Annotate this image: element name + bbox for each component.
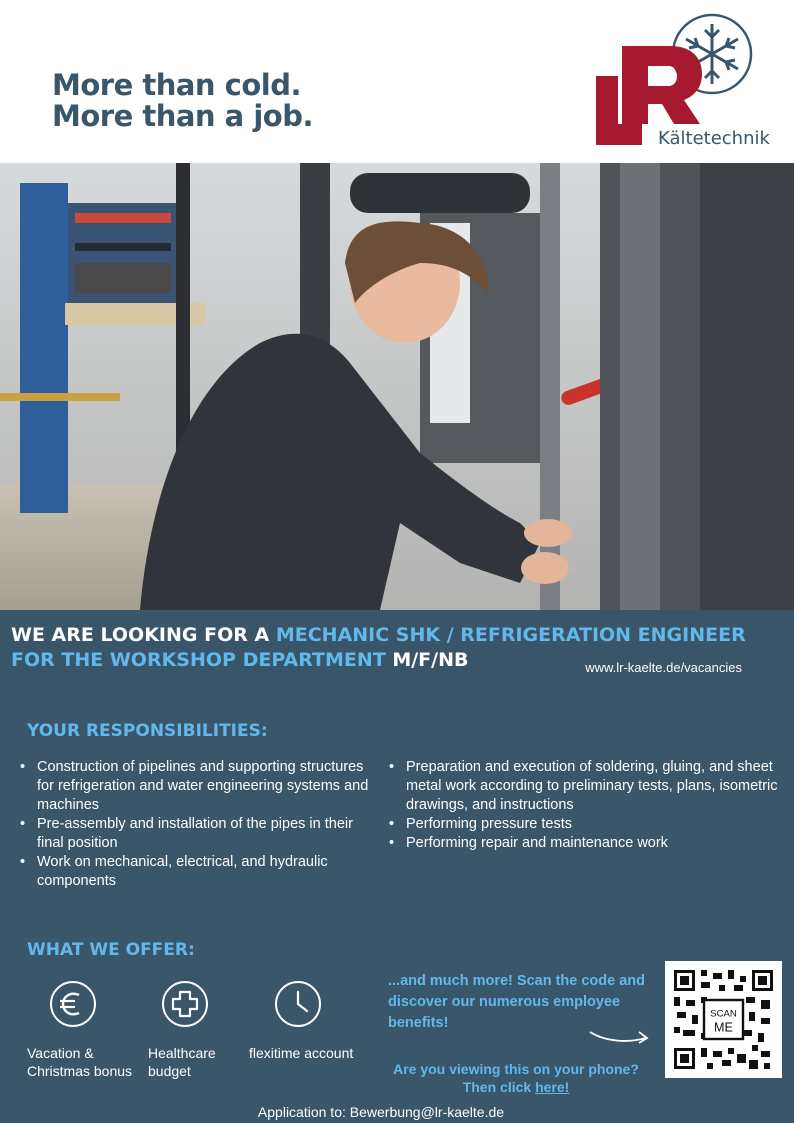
health-cross-icon xyxy=(162,981,208,1027)
list-item: • Performing pressure tests xyxy=(389,815,779,834)
benefit-label-flexitime: flexitime account xyxy=(249,1045,354,1061)
list-item: • Performing repair and maintenance work xyxy=(389,834,779,853)
list-item: • Work on mechanical, electrical, and hydraulic components xyxy=(20,853,370,891)
job-title-banner xyxy=(0,610,794,682)
logo-subtitle: Kältetechnik xyxy=(658,128,770,149)
hero-photo xyxy=(0,163,794,610)
job-title-highlight-2: FOR THE WORKSHOP DEPARTMENT xyxy=(11,649,386,671)
phone-prompt xyxy=(380,1060,652,1096)
job-title-highlight-1: MECHANIC SHK / REFRIGERATION ENGINEER xyxy=(275,624,746,646)
phone-question: Are you viewing this on your phone? xyxy=(393,1061,639,1077)
vacancies-url[interactable]: www.lr-kaelte.de/vacancies xyxy=(585,660,742,675)
job-title-suffix: M/F/NB xyxy=(385,649,469,671)
responsibilities-list-left xyxy=(20,758,370,891)
more-benefits-text: ...and much more! Scan the code and discover our numerous employee benefits! xyxy=(388,973,646,1031)
benefit-label-healthcare: Healthcare budget xyxy=(148,1045,216,1079)
tagline-line-2: More than a job. xyxy=(52,99,313,133)
job-title-line-2 xyxy=(11,649,468,671)
clock-icon xyxy=(275,981,321,1027)
responsibilities-title: YOUR RESPONSIBILITIES: xyxy=(27,721,268,741)
phone-then: Then click xyxy=(462,1079,536,1095)
here-link[interactable]: here! xyxy=(535,1079,570,1095)
offer-title: WHAT WE OFFER: xyxy=(27,940,195,960)
qr-scan-label: SCAN xyxy=(710,1008,737,1020)
qr-code-icon xyxy=(674,970,773,1069)
header xyxy=(0,0,794,163)
job-title-line-1 xyxy=(11,624,746,646)
application-contact[interactable]: Application to: Bewerbung@lr-kaelte.de xyxy=(257,1104,505,1120)
responsibilities-list-right xyxy=(389,758,779,853)
job-title-prefix: WE ARE LOOKING FOR A xyxy=(11,624,276,646)
list-item: • Construction of pipelines and supporting structures for refrigeration and water engineering systems and machines xyxy=(20,758,370,815)
logo-letter-r xyxy=(622,46,702,124)
benefit-label-vacation: Vacation & Christmas bonus xyxy=(27,1045,133,1079)
euro-icon xyxy=(50,981,96,1027)
tagline-line-1: More than cold. xyxy=(52,68,301,102)
workshop-photo-illustration xyxy=(0,163,794,610)
tagline xyxy=(52,70,313,132)
phone-then-line xyxy=(380,1078,652,1096)
list-item: • Preparation and execution of soldering, gluing, and sheet metal work according to preliminary tests, plans, isometric drawings, and instructions xyxy=(389,758,779,815)
qr-code[interactable] xyxy=(665,961,782,1078)
list-item: • Pre-assembly and installation of the pipes in their final position xyxy=(20,815,370,853)
arrow-icon xyxy=(588,1026,652,1048)
qr-me-label: ME xyxy=(714,1020,733,1035)
